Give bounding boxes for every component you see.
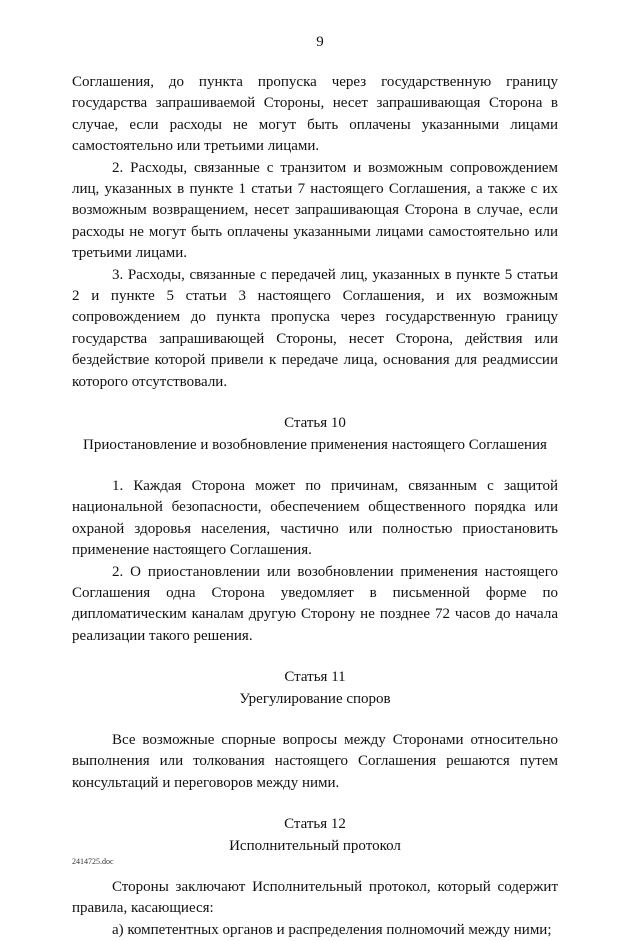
article-11-title: Урегулирование споров xyxy=(239,690,391,707)
page-number: 9 xyxy=(316,34,324,50)
article-10-number: Статья 10 xyxy=(284,415,346,432)
article-11-number: Статья 11 xyxy=(284,669,346,686)
document-body xyxy=(72,72,558,941)
paragraph-expenses-transfer: 3. Расходы, связанные с передачей лиц, указанных в пункте 5 статьи 2 и пункте 5 статьи 3 настоящего Соглашения, и их возможным сопровождением до пункта пропуска через государственную границу государства запрашивающей Стороны, несет Сторона, действия или бездействие которой привели к передаче лица, основания для реадмиссии которого отсутствовали. xyxy=(72,266,558,390)
article-12-title: Исполнительный протокол xyxy=(229,837,401,854)
article-11-paragraph-1: Все возможные спорные вопросы между Сторонами относительно выполнения или толкования настоящего Соглашения решаются путем консультаций и переговоров между ними. xyxy=(72,731,558,791)
document-filename: 2414725.doc xyxy=(72,857,114,866)
paragraph-continuation: Соглашения, до пункта пропуска через государственную границу государства запрашиваемой Стороны, несет запрашивающая Сторона в случае, если расходы не могут быть оплачены указанными лицами самостоятельно или третьими лицами. xyxy=(72,74,558,155)
article-12-number: Статья 12 xyxy=(284,816,346,833)
article-10-paragraph-2: 2. О приостановлении или возобновлении применения настоящего Соглашения одна Сторона уведомляет в письменной форме по дипломатическим каналам другую Сторону не позднее 72 часов до начала реализации такого решения. xyxy=(72,563,558,644)
article-10-title: Приостановление и возобновление применения настоящего Соглашения xyxy=(83,436,547,453)
article-12-item-a: а) компетентных органов и распределения полномочий между ними; xyxy=(112,921,552,938)
article-10-paragraph-1: 1. Каждая Сторона может по причинам, связанным с защитой национальной безопасности, обеспечением общественного порядка или охраной здоровья населения, частично или полностью приостановить применение настоящего Соглашения. xyxy=(72,477,558,559)
article-12-paragraph-1: Стороны заключают Исполнительный протокол, который содержит правила, касающиеся: xyxy=(72,879,558,917)
paragraph-expenses-transit: 2. Расходы, связанные с транзитом и возможным сопровождением лиц, указанных в пункте 1 статьи 7 настоящего Соглашения, а также с их возможным возвращением, несет запрашивающая Сторона в случае, если расходы не могут быть оплачены указанными лицами самостоятельно или третьими лицами. xyxy=(72,159,558,262)
